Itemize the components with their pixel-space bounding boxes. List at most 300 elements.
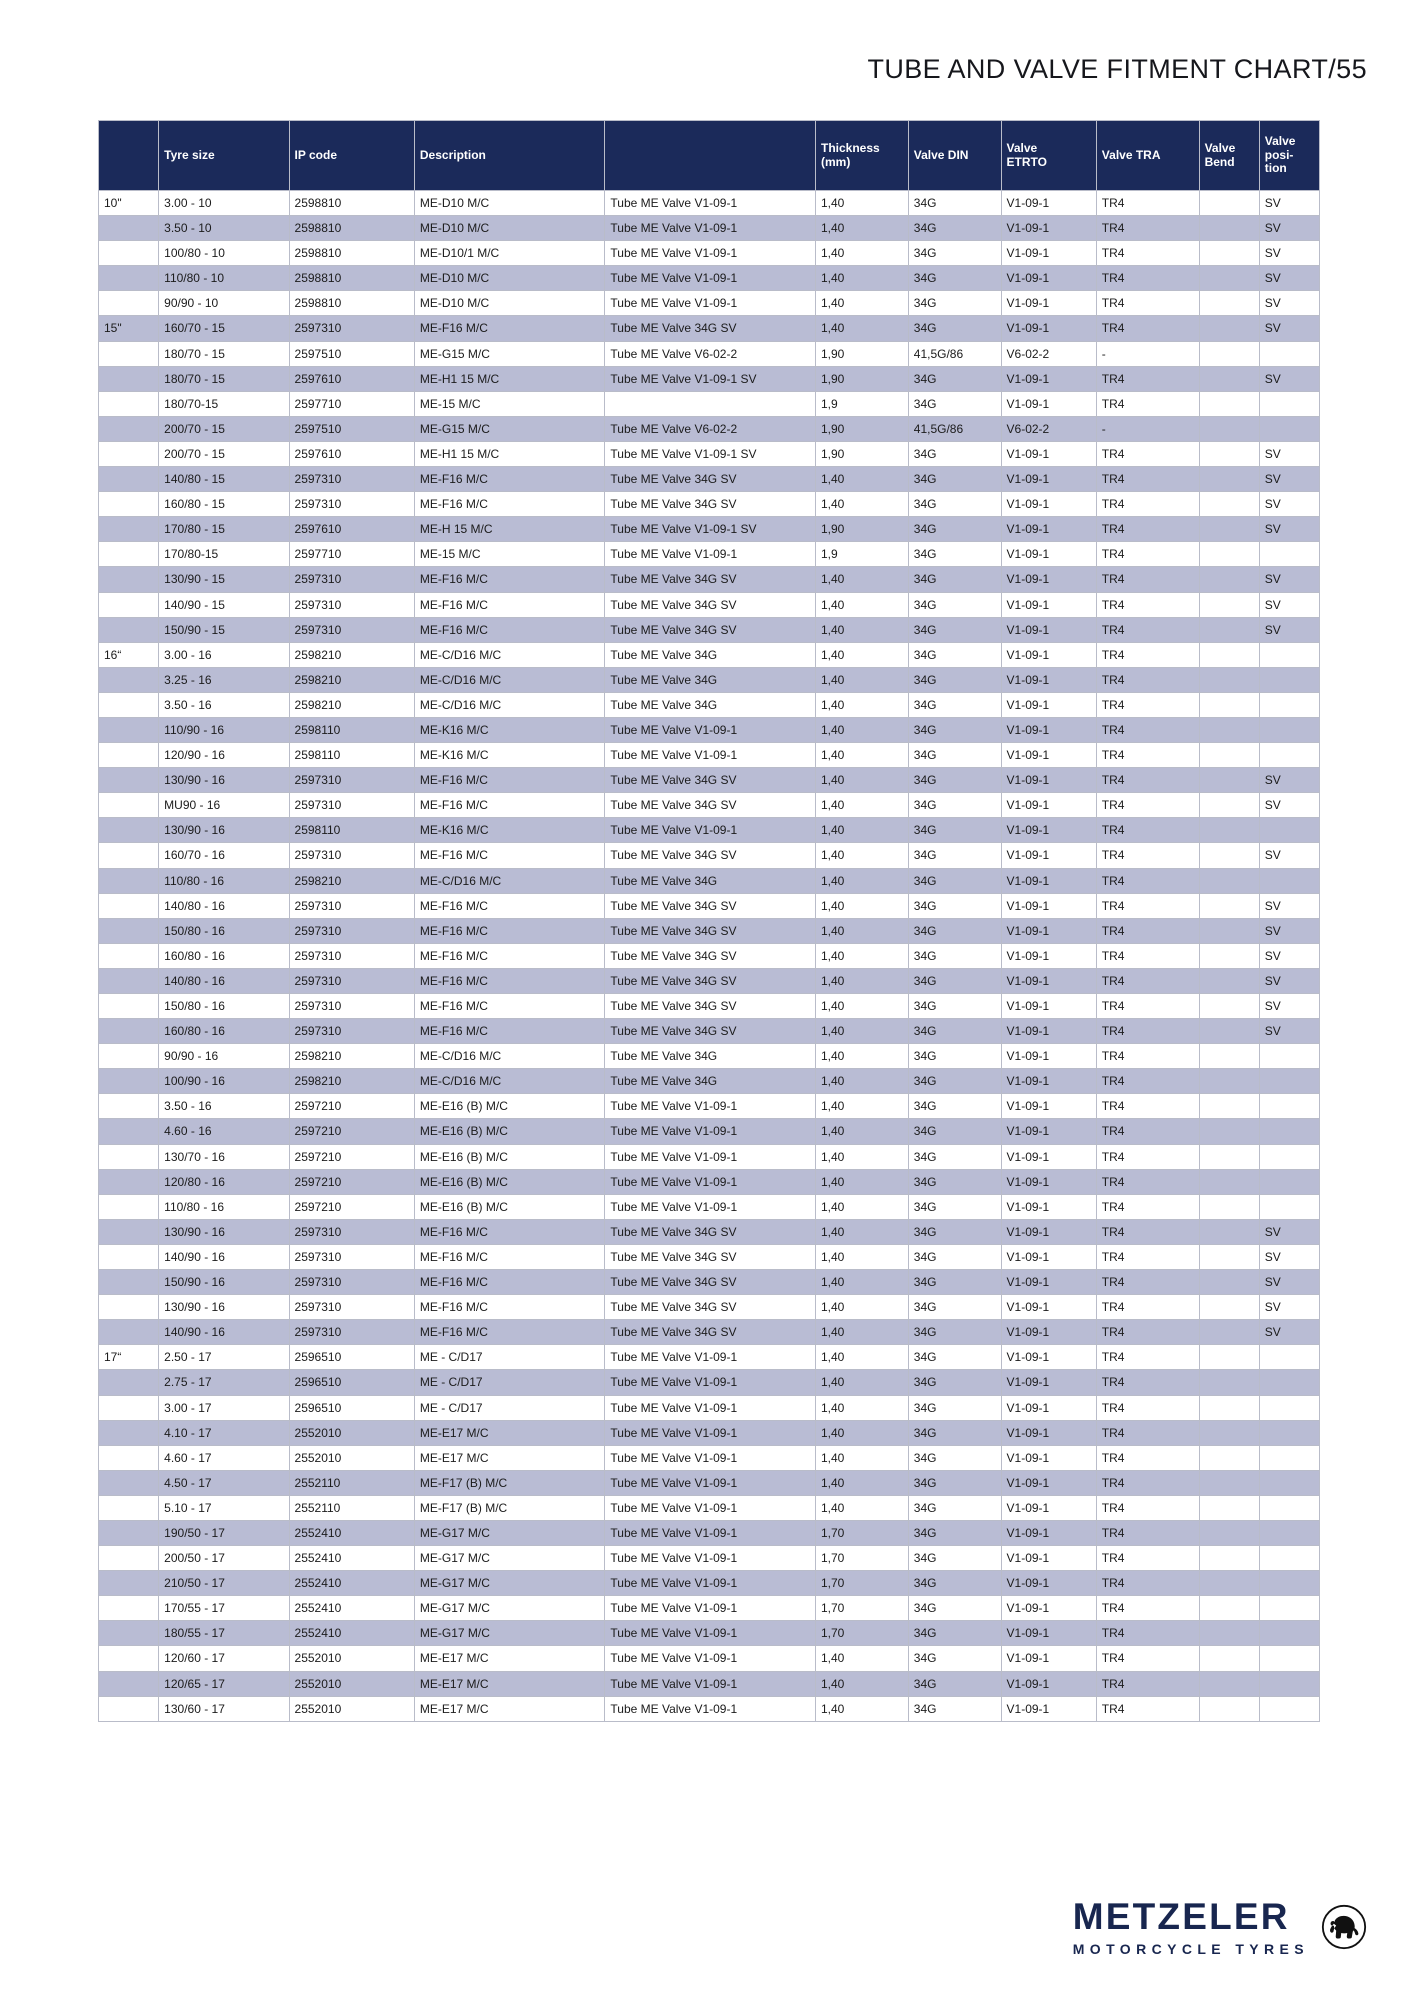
- cell-valve-position: [1259, 1470, 1319, 1495]
- cell-valve-etrto: V1-09-1: [1001, 441, 1096, 466]
- table-row: [99, 943, 1320, 968]
- cell-thickness: 1,40: [816, 617, 909, 642]
- cell-description: ME-K16 M/C: [414, 818, 605, 843]
- cell-description: ME-F16 M/C: [414, 467, 605, 492]
- cell-valve-din: 34G: [908, 366, 1001, 391]
- cell-thickness: 1,9: [816, 391, 909, 416]
- cell-tyre-size: 130/90 - 16: [159, 818, 289, 843]
- cell-ip-code: 2597310: [289, 1019, 414, 1044]
- cell-ip-code: 2552110: [289, 1495, 414, 1520]
- cell-valve-etrto: V1-09-1: [1001, 1445, 1096, 1470]
- cell-description: ME-E16 (B) M/C: [414, 1144, 605, 1169]
- cell-thickness: 1,40: [816, 1395, 909, 1420]
- cell-description: ME-E17 M/C: [414, 1696, 605, 1721]
- cell-valve-position: SV: [1259, 567, 1319, 592]
- cell-ip-code: 2597510: [289, 416, 414, 441]
- cell-valve-etrto: V1-09-1: [1001, 1144, 1096, 1169]
- cell-valve-din: 34G: [908, 968, 1001, 993]
- cell-thickness: 1,40: [816, 467, 909, 492]
- cell-description: ME-H1 15 M/C: [414, 366, 605, 391]
- cell-rim-size: [99, 1571, 159, 1596]
- cell-valve-position: [1259, 1144, 1319, 1169]
- cell-valve-bend: [1199, 1646, 1259, 1671]
- cell-valve-din: 34G: [908, 1270, 1001, 1295]
- cell-valve-etrto: V1-09-1: [1001, 818, 1096, 843]
- cell-valve-din: 34G: [908, 1244, 1001, 1269]
- cell-ip-code: 2597310: [289, 793, 414, 818]
- cell-thickness: 1,40: [816, 1470, 909, 1495]
- table-row: [99, 1520, 1320, 1545]
- cell-ip-code: 2552010: [289, 1696, 414, 1721]
- cell-valve-etrto: V1-09-1: [1001, 793, 1096, 818]
- cell-valve-bend: [1199, 968, 1259, 993]
- cell-valve-product: Tube ME Valve 34G SV: [605, 1244, 816, 1269]
- cell-valve-etrto: V1-09-1: [1001, 1370, 1096, 1395]
- cell-valve-product: Tube ME Valve 34G SV: [605, 567, 816, 592]
- cell-valve-bend: [1199, 341, 1259, 366]
- cell-valve-etrto: V1-09-1: [1001, 642, 1096, 667]
- col-header-ip-code: IP code: [289, 121, 414, 191]
- cell-description: ME-G17 M/C: [414, 1621, 605, 1646]
- cell-valve-bend: [1199, 467, 1259, 492]
- cell-valve-position: SV: [1259, 1320, 1319, 1345]
- cell-valve-bend: [1199, 1219, 1259, 1244]
- cell-ip-code: 2598210: [289, 868, 414, 893]
- cell-description: ME-F16 M/C: [414, 1295, 605, 1320]
- cell-tyre-size: MU90 - 16: [159, 793, 289, 818]
- cell-valve-bend: [1199, 542, 1259, 567]
- cell-tyre-size: 130/60 - 17: [159, 1696, 289, 1721]
- cell-valve-etrto: V1-09-1: [1001, 1219, 1096, 1244]
- cell-thickness: 1,9: [816, 542, 909, 567]
- cell-tyre-size: 170/80 - 15: [159, 517, 289, 542]
- cell-thickness: 1,40: [816, 266, 909, 291]
- cell-rim-size: [99, 968, 159, 993]
- cell-valve-tra: TR4: [1096, 467, 1199, 492]
- cell-rim-size: [99, 1470, 159, 1495]
- cell-valve-product: Tube ME Valve V1-09-1: [605, 1370, 816, 1395]
- cell-valve-etrto: V1-09-1: [1001, 216, 1096, 241]
- table-head: [99, 121, 1320, 191]
- cell-valve-position: [1259, 416, 1319, 441]
- col-header-bend-line1: Valve: [1204, 141, 1236, 156]
- cell-valve-tra: TR4: [1096, 868, 1199, 893]
- cell-valve-product: Tube ME Valve 34G SV: [605, 492, 816, 517]
- cell-valve-product: Tube ME Valve 34G SV: [605, 918, 816, 943]
- cell-ip-code: 2597310: [289, 567, 414, 592]
- cell-valve-position: [1259, 1571, 1319, 1596]
- cell-ip-code: 2598110: [289, 743, 414, 768]
- cell-valve-bend: [1199, 592, 1259, 617]
- table-row: [99, 1320, 1320, 1345]
- cell-thickness: 1,40: [816, 1044, 909, 1069]
- cell-tyre-size: 140/80 - 16: [159, 893, 289, 918]
- cell-valve-etrto: V1-09-1: [1001, 1270, 1096, 1295]
- col-header-etrto-line1: Valve: [1006, 141, 1038, 156]
- cell-description: ME-E17 M/C: [414, 1671, 605, 1696]
- cell-ip-code: 2552010: [289, 1445, 414, 1470]
- cell-tyre-size: 3.50 - 16: [159, 1094, 289, 1119]
- cell-valve-product: Tube ME Valve V1-09-1: [605, 1144, 816, 1169]
- table-row: [99, 467, 1320, 492]
- cell-ip-code: 2597210: [289, 1119, 414, 1144]
- cell-description: ME-K16 M/C: [414, 743, 605, 768]
- cell-valve-etrto: V1-09-1: [1001, 391, 1096, 416]
- cell-thickness: 1,40: [816, 692, 909, 717]
- cell-tyre-size: 200/70 - 15: [159, 416, 289, 441]
- cell-description: ME-E16 (B) M/C: [414, 1194, 605, 1219]
- cell-tyre-size: 90/90 - 10: [159, 291, 289, 316]
- cell-valve-etrto: V1-09-1: [1001, 316, 1096, 341]
- cell-description: ME-C/D16 M/C: [414, 1069, 605, 1094]
- cell-ip-code: 2597310: [289, 843, 414, 868]
- cell-valve-etrto: V1-09-1: [1001, 768, 1096, 793]
- cell-valve-etrto: V6-02-2: [1001, 416, 1096, 441]
- cell-valve-bend: [1199, 191, 1259, 216]
- table-row: [99, 1571, 1320, 1596]
- cell-valve-position: [1259, 717, 1319, 742]
- cell-valve-tra: TR4: [1096, 1144, 1199, 1169]
- cell-rim-size: [99, 994, 159, 1019]
- table-row: [99, 592, 1320, 617]
- cell-tyre-size: 160/70 - 15: [159, 316, 289, 341]
- cell-rim-size: [99, 1621, 159, 1646]
- cell-ip-code: 2598810: [289, 266, 414, 291]
- cell-valve-position: [1259, 1345, 1319, 1370]
- cell-valve-bend: [1199, 994, 1259, 1019]
- cell-valve-din: 34G: [908, 216, 1001, 241]
- cell-tyre-size: 130/90 - 15: [159, 567, 289, 592]
- cell-tyre-size: 90/90 - 16: [159, 1044, 289, 1069]
- logo-text-block: [1073, 1898, 1309, 1956]
- cell-tyre-size: 3.25 - 16: [159, 667, 289, 692]
- table-row: [99, 341, 1320, 366]
- table-row: [99, 1596, 1320, 1621]
- cell-valve-din: 34G: [908, 793, 1001, 818]
- cell-valve-din: 34G: [908, 818, 1001, 843]
- cell-valve-bend: [1199, 717, 1259, 742]
- cell-valve-bend: [1199, 241, 1259, 266]
- cell-description: ME-H 15 M/C: [414, 517, 605, 542]
- cell-valve-position: [1259, 1119, 1319, 1144]
- table-row: [99, 391, 1320, 416]
- cell-valve-tra: TR4: [1096, 1169, 1199, 1194]
- cell-ip-code: 2597310: [289, 1295, 414, 1320]
- table-row: [99, 768, 1320, 793]
- cell-valve-etrto: V1-09-1: [1001, 1621, 1096, 1646]
- cell-valve-bend: [1199, 1244, 1259, 1269]
- cell-tyre-size: 150/90 - 15: [159, 617, 289, 642]
- table-row: [99, 1144, 1320, 1169]
- cell-thickness: 1,40: [816, 1370, 909, 1395]
- cell-valve-etrto: V1-09-1: [1001, 1696, 1096, 1721]
- cell-valve-position: SV: [1259, 1244, 1319, 1269]
- col-header-thickness-line1: Thickness: [821, 141, 880, 156]
- cell-ip-code: 2552110: [289, 1470, 414, 1495]
- cell-valve-etrto: V1-09-1: [1001, 1194, 1096, 1219]
- cell-rim-size: [99, 1445, 159, 1470]
- cell-valve-tra: TR4: [1096, 1295, 1199, 1320]
- cell-thickness: 1,40: [816, 241, 909, 266]
- cell-tyre-size: 100/80 - 10: [159, 241, 289, 266]
- cell-valve-bend: [1199, 1194, 1259, 1219]
- cell-description: ME-F16 M/C: [414, 1270, 605, 1295]
- cell-thickness: 1,40: [816, 592, 909, 617]
- cell-valve-din: 34G: [908, 1219, 1001, 1244]
- cell-valve-din: 34G: [908, 191, 1001, 216]
- cell-valve-bend: [1199, 1470, 1259, 1495]
- cell-valve-position: SV: [1259, 994, 1319, 1019]
- cell-valve-etrto: V1-09-1: [1001, 893, 1096, 918]
- cell-valve-bend: [1199, 1546, 1259, 1571]
- cell-rim-size: [99, 1069, 159, 1094]
- table-row: [99, 793, 1320, 818]
- cell-rim-size: [99, 341, 159, 366]
- table-row: [99, 1546, 1320, 1571]
- cell-valve-etrto: V1-09-1: [1001, 1044, 1096, 1069]
- cell-rim-size: [99, 416, 159, 441]
- table-row: [99, 1044, 1320, 1069]
- cell-valve-tra: TR4: [1096, 818, 1199, 843]
- cell-ip-code: 2597310: [289, 492, 414, 517]
- col-header-position-line2: posi-: [1264, 147, 1294, 162]
- cell-rim-size: [99, 1370, 159, 1395]
- cell-description: ME-F16 M/C: [414, 893, 605, 918]
- table-row: [99, 1295, 1320, 1320]
- table-row: [99, 1019, 1320, 1044]
- cell-valve-etrto: V1-09-1: [1001, 492, 1096, 517]
- cell-description: ME-F16 M/C: [414, 943, 605, 968]
- table-row: [99, 241, 1320, 266]
- cell-valve-product: Tube ME Valve V1-09-1 SV: [605, 441, 816, 466]
- cell-valve-din: 34G: [908, 692, 1001, 717]
- col-header-valve-etrto: [1001, 121, 1096, 191]
- cell-valve-product: [605, 391, 816, 416]
- cell-valve-etrto: V1-09-1: [1001, 717, 1096, 742]
- cell-thickness: 1,40: [816, 1445, 909, 1470]
- cell-rim-size: [99, 592, 159, 617]
- cell-valve-etrto: V1-09-1: [1001, 1571, 1096, 1596]
- cell-valve-product: Tube ME Valve V1-09-1: [605, 1395, 816, 1420]
- cell-tyre-size: 180/70 - 15: [159, 341, 289, 366]
- cell-valve-position: [1259, 1044, 1319, 1069]
- cell-valve-etrto: V1-09-1: [1001, 868, 1096, 893]
- cell-valve-etrto: V1-09-1: [1001, 1495, 1096, 1520]
- cell-valve-din: 34G: [908, 316, 1001, 341]
- cell-rim-size: [99, 1596, 159, 1621]
- cell-valve-position: [1259, 1621, 1319, 1646]
- cell-valve-position: SV: [1259, 768, 1319, 793]
- cell-valve-bend: [1199, 1144, 1259, 1169]
- cell-tyre-size: 3.50 - 10: [159, 216, 289, 241]
- cell-valve-product: Tube ME Valve V6-02-2: [605, 341, 816, 366]
- col-header-rim-size: [99, 121, 159, 191]
- cell-valve-tra: TR4: [1096, 968, 1199, 993]
- cell-valve-din: 34G: [908, 1395, 1001, 1420]
- cell-tyre-size: 160/70 - 16: [159, 843, 289, 868]
- cell-valve-position: SV: [1259, 843, 1319, 868]
- cell-valve-tra: TR4: [1096, 542, 1199, 567]
- cell-valve-position: [1259, 1495, 1319, 1520]
- cell-thickness: 1,40: [816, 1119, 909, 1144]
- cell-valve-din: 34G: [908, 441, 1001, 466]
- table-row: [99, 1119, 1320, 1144]
- cell-tyre-size: 120/65 - 17: [159, 1671, 289, 1696]
- cell-valve-position: [1259, 1069, 1319, 1094]
- cell-valve-etrto: V1-09-1: [1001, 1119, 1096, 1144]
- cell-tyre-size: 2.50 - 17: [159, 1345, 289, 1370]
- cell-thickness: 1,70: [816, 1621, 909, 1646]
- cell-valve-etrto: V1-09-1: [1001, 291, 1096, 316]
- cell-description: ME-C/D16 M/C: [414, 1044, 605, 1069]
- cell-ip-code: 2597310: [289, 918, 414, 943]
- cell-valve-product: Tube ME Valve V1-09-1: [605, 1445, 816, 1470]
- cell-ip-code: 2597310: [289, 1219, 414, 1244]
- cell-valve-position: SV: [1259, 492, 1319, 517]
- table-row: [99, 216, 1320, 241]
- cell-valve-tra: TR4: [1096, 517, 1199, 542]
- cell-ip-code: 2552410: [289, 1546, 414, 1571]
- cell-description: ME-F16 M/C: [414, 918, 605, 943]
- cell-thickness: 1,40: [816, 1671, 909, 1696]
- cell-valve-product: Tube ME Valve V1-09-1: [605, 717, 816, 742]
- cell-description: ME-F17 (B) M/C: [414, 1470, 605, 1495]
- cell-valve-tra: TR4: [1096, 1094, 1199, 1119]
- table-row: [99, 416, 1320, 441]
- cell-tyre-size: 120/80 - 16: [159, 1169, 289, 1194]
- cell-valve-bend: [1199, 1169, 1259, 1194]
- cell-ip-code: 2597310: [289, 893, 414, 918]
- cell-ip-code: 2597310: [289, 768, 414, 793]
- cell-tyre-size: 150/80 - 16: [159, 918, 289, 943]
- cell-valve-product: Tube ME Valve 34G SV: [605, 1270, 816, 1295]
- cell-thickness: 1,40: [816, 793, 909, 818]
- cell-rim-size: [99, 818, 159, 843]
- cell-ip-code: 2597310: [289, 592, 414, 617]
- cell-valve-position: [1259, 1445, 1319, 1470]
- cell-valve-bend: [1199, 1495, 1259, 1520]
- cell-valve-product: Tube ME Valve 34G SV: [605, 768, 816, 793]
- cell-ip-code: 2597210: [289, 1194, 414, 1219]
- cell-valve-position: [1259, 1646, 1319, 1671]
- cell-thickness: 1,40: [816, 291, 909, 316]
- cell-valve-position: SV: [1259, 316, 1319, 341]
- cell-valve-din: 34G: [908, 1295, 1001, 1320]
- cell-valve-product: Tube ME Valve 34G SV: [605, 467, 816, 492]
- footer: [0, 1898, 1367, 1956]
- cell-valve-etrto: V1-09-1: [1001, 191, 1096, 216]
- cell-valve-din: 34G: [908, 1144, 1001, 1169]
- cell-valve-tra: TR4: [1096, 492, 1199, 517]
- cell-valve-bend: [1199, 1345, 1259, 1370]
- cell-valve-din: 34G: [908, 1621, 1001, 1646]
- cell-thickness: 1,40: [816, 567, 909, 592]
- cell-rim-size: 10": [99, 191, 159, 216]
- cell-thickness: 1,40: [816, 943, 909, 968]
- table-row: [99, 1470, 1320, 1495]
- cell-description: ME-K16 M/C: [414, 717, 605, 742]
- cell-thickness: 1,40: [816, 1019, 909, 1044]
- cell-valve-tra: TR4: [1096, 1244, 1199, 1269]
- cell-valve-din: 34G: [908, 768, 1001, 793]
- cell-valve-din: 34G: [908, 717, 1001, 742]
- cell-rim-size: [99, 1144, 159, 1169]
- table-row: [99, 868, 1320, 893]
- col-header-thickness: [816, 121, 909, 191]
- cell-valve-tra: TR4: [1096, 441, 1199, 466]
- cell-valve-tra: TR4: [1096, 768, 1199, 793]
- cell-thickness: 1,40: [816, 1144, 909, 1169]
- cell-valve-etrto: V1-09-1: [1001, 743, 1096, 768]
- cell-valve-din: 34G: [908, 1345, 1001, 1370]
- cell-valve-din: 34G: [908, 1495, 1001, 1520]
- cell-tyre-size: 120/90 - 16: [159, 743, 289, 768]
- cell-valve-product: Tube ME Valve V1-09-1: [605, 1696, 816, 1721]
- cell-rim-size: [99, 893, 159, 918]
- cell-valve-position: SV: [1259, 441, 1319, 466]
- cell-rim-size: [99, 216, 159, 241]
- cell-valve-product: Tube ME Valve V1-09-1: [605, 1646, 816, 1671]
- page-title: TUBE AND VALVE FITMENT CHART/55: [867, 54, 1367, 84]
- cell-tyre-size: 130/90 - 16: [159, 1219, 289, 1244]
- cell-valve-din: 34G: [908, 1370, 1001, 1395]
- cell-valve-product: Tube ME Valve 34G SV: [605, 893, 816, 918]
- cell-valve-tra: TR4: [1096, 943, 1199, 968]
- cell-valve-etrto: V1-09-1: [1001, 266, 1096, 291]
- cell-thickness: 1,40: [816, 1495, 909, 1520]
- cell-valve-product: Tube ME Valve 34G SV: [605, 316, 816, 341]
- cell-valve-din: 34G: [908, 743, 1001, 768]
- elephant-logo-icon: [1321, 1904, 1367, 1950]
- cell-ip-code: 2597210: [289, 1169, 414, 1194]
- cell-valve-product: Tube ME Valve V1-09-1: [605, 1520, 816, 1545]
- cell-tyre-size: 3.00 - 16: [159, 642, 289, 667]
- cell-ip-code: 2597310: [289, 1270, 414, 1295]
- cell-tyre-size: 4.60 - 17: [159, 1445, 289, 1470]
- cell-description: ME-G17 M/C: [414, 1546, 605, 1571]
- cell-valve-tra: TR4: [1096, 316, 1199, 341]
- cell-valve-din: 34G: [908, 1445, 1001, 1470]
- cell-valve-tra: TR4: [1096, 667, 1199, 692]
- cell-ip-code: 2598210: [289, 692, 414, 717]
- fitment-table-container: [98, 120, 1320, 1722]
- cell-valve-product: Tube ME Valve V1-09-1 SV: [605, 517, 816, 542]
- cell-rim-size: [99, 266, 159, 291]
- cell-valve-product: Tube ME Valve 34G SV: [605, 843, 816, 868]
- cell-ip-code: 2598110: [289, 717, 414, 742]
- cell-valve-etrto: V1-09-1: [1001, 1395, 1096, 1420]
- cell-ip-code: 2597310: [289, 943, 414, 968]
- cell-valve-bend: [1199, 216, 1259, 241]
- cell-rim-size: [99, 1094, 159, 1119]
- cell-ip-code: 2597710: [289, 391, 414, 416]
- cell-valve-bend: [1199, 1520, 1259, 1545]
- cell-thickness: 1,40: [816, 492, 909, 517]
- cell-valve-product: Tube ME Valve 34G SV: [605, 617, 816, 642]
- cell-tyre-size: 2.75 - 17: [159, 1370, 289, 1395]
- cell-description: ME-D10/1 M/C: [414, 241, 605, 266]
- cell-tyre-size: 160/80 - 15: [159, 492, 289, 517]
- cell-valve-bend: [1199, 818, 1259, 843]
- cell-valve-tra: TR4: [1096, 1621, 1199, 1646]
- table-row: [99, 918, 1320, 943]
- cell-rim-size: [99, 441, 159, 466]
- cell-valve-bend: [1199, 692, 1259, 717]
- table-row: [99, 567, 1320, 592]
- cell-description: ME-F16 M/C: [414, 1019, 605, 1044]
- cell-valve-etrto: V1-09-1: [1001, 241, 1096, 266]
- cell-rim-size: [99, 1194, 159, 1219]
